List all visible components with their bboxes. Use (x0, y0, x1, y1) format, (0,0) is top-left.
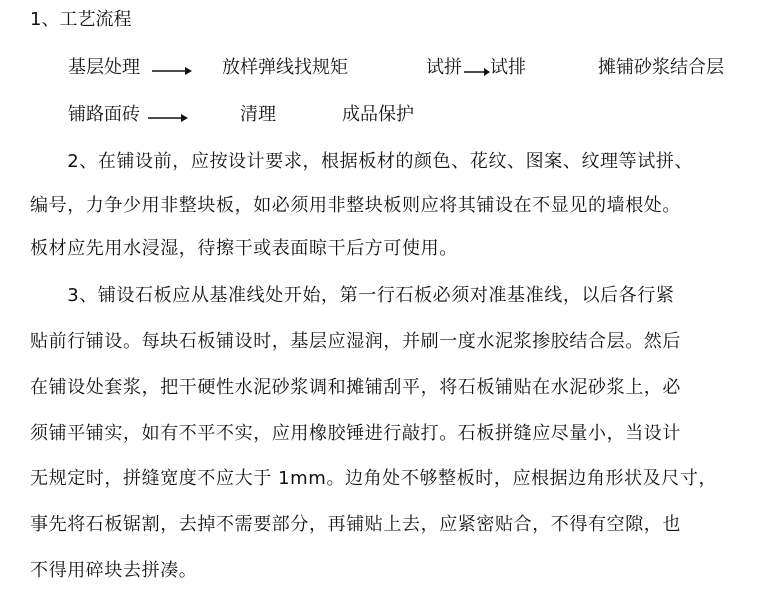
process-flow-row-2 (0, 103, 760, 131)
paragraph-line: 在铺设处套浆，把干硬性水泥砂浆调和摊铺刮平，将石板铺贴在水泥砂浆上，必 (30, 377, 681, 398)
paragraph-line: 3、铺设石板应从基准线处开始，第一行石板必须对准基准线，以后各行紧 (30, 285, 675, 306)
paragraph-line: 板材应先用水浸湿，待擦干或表面晾干后方可使用。 (30, 238, 458, 259)
flow-step-trial-fit: 试拼 (426, 57, 462, 78)
paragraph-line: 不得用碎块去拼凑。 (30, 560, 198, 581)
paragraph-line: 无规定时，拼缝宽度不应大于 1mm。边角处不够整板时，应根据边角形状及尺寸， (30, 468, 718, 489)
paragraph-line: 编号，力争少用非整块板，如必须用非整块板则应将其铺设在不显见的墙根处。 (30, 195, 681, 216)
flow-arrow-icon (464, 67, 490, 77)
paragraph-line: 须铺平铺实，如有不平不实，应用橡胶锤进行敲打。石板拼缝应尽量小，当设计 (30, 423, 681, 444)
flow-arrow-icon (152, 66, 192, 76)
flow-arrow-icon (148, 113, 188, 123)
flow-step-layout-marking: 放样弹线找规矩 (222, 57, 348, 78)
flow-step-base-treatment: 基层处理 (68, 57, 140, 78)
paragraph-line: 贴前行铺设。每块石板铺设时，基层应湿润，并刷一度水泥浆掺胶结合层。然后 (30, 331, 681, 352)
section-heading: 1、工艺流程 (30, 9, 132, 30)
flow-step-trial-arrange: 试排 (490, 57, 526, 78)
paragraph-line: 2、在铺设前，应按设计要求，根据板材的颜色、花纹、图案、纹理等试拼、 (30, 151, 694, 172)
paragraph-line: 事先将石板锯割，去掉不需要部分，再铺贴上去，应紧密贴合，不得有空隙，也 (30, 514, 681, 535)
process-flow-row-1 (0, 56, 760, 84)
flow-step-mortar-layer: 摊铺砂浆结合层 (598, 57, 724, 78)
flow-step-cleanup: 清理 (240, 104, 276, 125)
flow-step-lay-pavers: 铺路面砖 (68, 104, 140, 125)
flow-step-product-protection: 成品保护 (342, 104, 414, 125)
